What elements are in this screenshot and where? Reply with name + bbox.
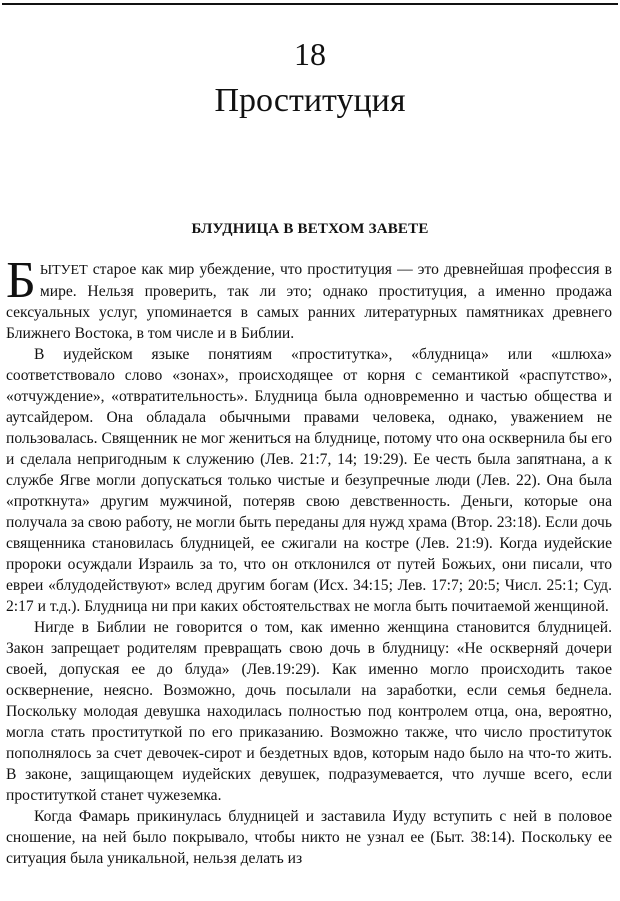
body-text bbox=[6, 252, 612, 869]
chapter-number: 18 bbox=[294, 36, 326, 72]
top-rule bbox=[2, 3, 618, 5]
paragraph-1 bbox=[6, 252, 612, 344]
section-title: БЛУДНИЦА В ВЕТХОМ ЗАВЕТЕ bbox=[191, 221, 429, 237]
paragraph-1-text: старое как мир убеждение, что проституция — это древнейшая профессия в мире. Нельзя проверить, так ли это; однако проституция, а именно продажа сексуальных услуг, упоминается в самых ранних литературных памятниках древнего Ближнего Востока, в том числе и в Библии. bbox=[6, 261, 612, 342]
chapter-title: Проституция bbox=[214, 82, 406, 119]
paragraph-2: В иудейском языке понятиям «проститутка», «блудница» или «шлюха» соответствовало слово «зонах», происходящее от корня с семантикой «распутство», «отчуждение», «отвратительность». Блудница была одновременно и частью общества и аутсайдером. Она обладала обычными правами человека, однако, уважением не пользовалась. Священник не мог жениться на блуднице, потому что она осквернила бы его и сделала непригодным к служению (Лев. 21:7, 14; 19:29). Ее честь была запятнана, а к службе Ягве могли допускаться только чистые и безупречные люди (Лев. 22). Она была «проткнута» другим мужчиной, потеряв свою девственность. Деньги, которые она получала за свою работу, не могли быть переданы для нужд храма (Втор. 23:18). Если дочь священника становилась блудницей, ее сжигали на костре (Лев. 21:9). Когда иудейские пророки осуждали Израиль за то, что он отклонился от путей Божьих, они писали, что евреи «блудодействуют» вслед другим богам (Исх. 34:15; Лев. 17:7; 20:5; Числ. 25:1; Суд. 2:17 и т.д.). Блудница ни при каких обстоятельствах не могла быть почитаемой женщиной. bbox=[6, 346, 612, 615]
paragraph-4: Когда Фамарь прикинулась блудницей и заставила Иуду вступить с ней в половое сношение, на ней было покрывало, чтобы никто не узнал ее (Быт. 38:14). Поскольку ее ситуация была уникальной, нельзя делать из bbox=[6, 808, 612, 867]
paragraph-3: Нигде в Библии не говорится о том, как именно женщина становится блудницей. Закон запрещает родителям превращать свою дочь в блудницу: «Не оскверняй дочери своей, допуская ее до блуда» (Лев.19:29). Как именно могло происходить такое осквернение, неясно. Возможно, дочь посылали на заработки, если семья беднела. Поскольку молодая девушка находилась полностью под контролем отца, она, вероятно, могла стать проституткой по его приказанию. Возможно также, что число проституток пополнялось за счет девочек-сирот и бездетных вдов, которым надо было на что-то жить. В законе, защищающем иудейских девушек, подразумевается, что лучше всего, если проституткой станет чужеземка. bbox=[6, 619, 612, 804]
drop-cap: Б bbox=[6, 252, 36, 309]
paragraph-1-caps: ЫТУЕТ bbox=[39, 263, 88, 278]
